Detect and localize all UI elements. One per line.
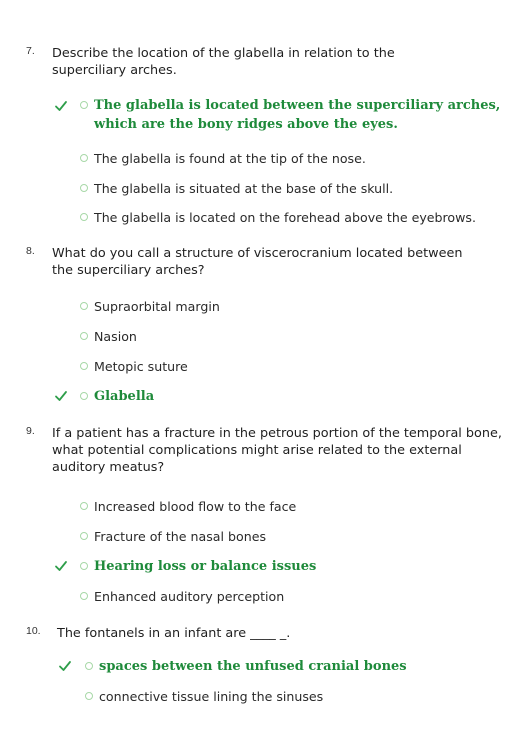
answer-option[interactable] xyxy=(85,686,323,706)
option-label: Hearing loss or balance issues xyxy=(94,558,317,574)
radio-circle-icon[interactable] xyxy=(85,662,93,670)
check-icon xyxy=(54,99,68,113)
answer-option-correct[interactable] xyxy=(80,96,510,134)
radio-circle-icon[interactable] xyxy=(80,101,88,109)
option-label: The glabella is located between the superciliary arches, which are the bony ridges above the eyes. xyxy=(94,98,501,132)
answer-option[interactable] xyxy=(80,178,393,198)
radio-circle-icon[interactable] xyxy=(80,562,88,570)
answer-option[interactable] xyxy=(80,496,296,516)
radio-circle-icon[interactable] xyxy=(80,392,88,400)
option-label: The glabella is located on the forehead above the eyebrows. xyxy=(94,209,476,225)
answer-option[interactable] xyxy=(80,148,366,168)
answer-option[interactable] xyxy=(80,526,266,546)
answer-option[interactable] xyxy=(80,296,220,316)
radio-circle-icon[interactable] xyxy=(80,532,88,540)
option-label: Increased blood flow to the face xyxy=(94,498,297,514)
option-label: Fracture of the nasal bones xyxy=(94,528,267,544)
radio-circle-icon[interactable] xyxy=(80,154,88,162)
answer-option-correct[interactable] xyxy=(80,556,316,576)
answer-option-correct[interactable] xyxy=(80,386,154,406)
option-label: Glabella xyxy=(94,388,155,404)
question-number: 9. xyxy=(26,425,35,437)
answer-option[interactable] xyxy=(80,356,188,376)
question-text: The fontanels in an infant are ____ _. xyxy=(57,626,291,641)
answer-option[interactable] xyxy=(80,586,284,606)
question-number: 8. xyxy=(26,245,35,257)
option-label: spaces between the unfused cranial bones xyxy=(99,658,407,674)
option-label: Enhanced auditory perception xyxy=(94,588,285,604)
option-label: Supraorbital margin xyxy=(94,298,220,314)
radio-circle-icon[interactable] xyxy=(80,302,88,310)
radio-circle-icon[interactable] xyxy=(80,213,88,221)
question-number: 10. xyxy=(26,625,41,637)
answer-option-correct[interactable] xyxy=(85,656,407,676)
answer-option[interactable] xyxy=(80,207,476,227)
radio-circle-icon[interactable] xyxy=(80,362,88,370)
check-icon xyxy=(54,559,68,573)
question-text: What do you call a structure of viscerocranium located between the superciliary arches? xyxy=(52,246,463,278)
answer-option[interactable] xyxy=(80,326,137,346)
question-text: Describe the location of the glabella in relation to the superciliary arches. xyxy=(52,46,395,78)
check-icon xyxy=(54,389,68,403)
option-label: The glabella is situated at the base of the skull. xyxy=(94,180,394,196)
radio-circle-icon[interactable] xyxy=(80,592,88,600)
option-label: Nasion xyxy=(94,328,137,344)
option-label: The glabella is found at the tip of the nose. xyxy=(94,150,366,166)
check-icon xyxy=(58,659,72,673)
radio-circle-icon[interactable] xyxy=(80,184,88,192)
option-label: Metopic suture xyxy=(94,358,188,374)
radio-circle-icon[interactable] xyxy=(80,332,88,340)
option-label: connective tissue lining the sinuses xyxy=(99,688,324,704)
radio-circle-icon[interactable] xyxy=(85,692,93,700)
question-text: If a patient has a fracture in the petrous portion of the temporal bone, what potential complications might arise related to the external auditory meatus? xyxy=(52,426,502,475)
question-number: 7. xyxy=(26,45,35,57)
radio-circle-icon[interactable] xyxy=(80,502,88,510)
